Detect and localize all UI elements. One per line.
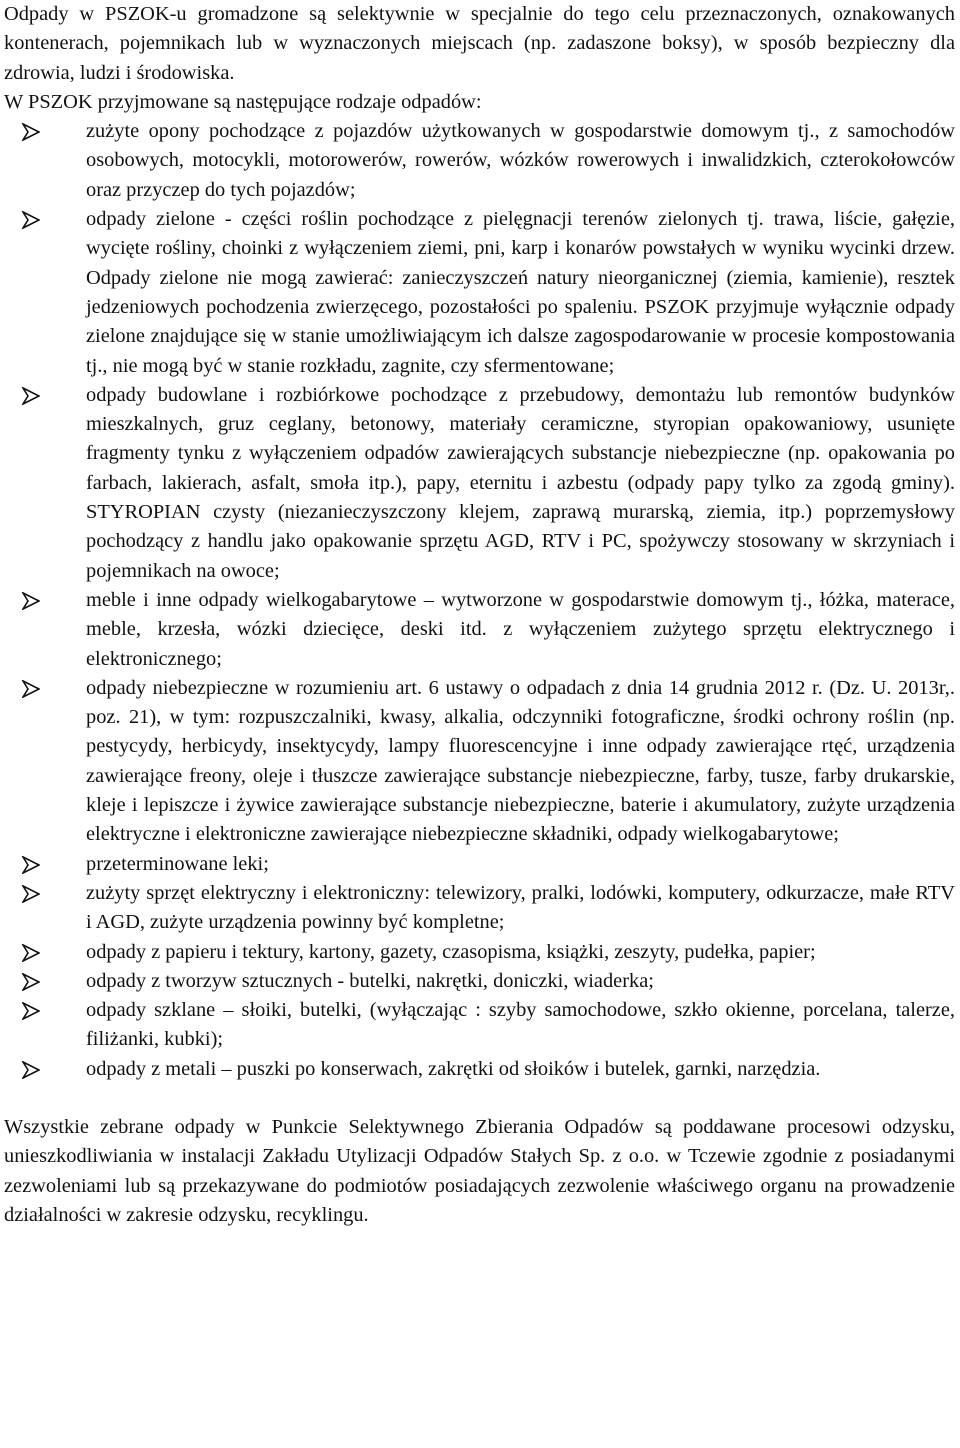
arrowhead-bullet-icon: [22, 680, 40, 698]
arrowhead-bullet-icon: [22, 885, 40, 903]
waste-types-list: [4, 117, 955, 1084]
arrowhead-bullet-icon: [22, 1061, 40, 1079]
intro-paragraph: Odpady w PSZOK-u gromadzone są selektywnie w specjalnie do tego celu przeznaczonych, oznakowanych kontenerach, pojemnikach lub w wyznaczonych miejscach (np. zadaszone boksy), w sposób bezpieczny dla zdrowia, ludzi i środowiska.: [4, 3, 955, 84]
list-item: [86, 586, 955, 674]
list-item-text: odpady budowlane i rozbiórkowe pochodzące z przebudowy, demontażu lub remontów budynków mieszkalnych, gruz ceglany, betonowy, materiały ceramiczne, styropian opakowaniowy, usunięte fragmenty tynku z wyłączeniem odpadów zawierających substancje niebezpieczne (np. opakowania po farbach, lakierach, asfalt, smoła itp.), papy, eternitu i azbestu (odpady papy tylko za zgodą gminy). STYROPIAN czysty (niezanieczyszczony klejem, zaprawą murarską, ziemia, itp.) poprzemysłowy pochodzący z handlu jako opakowanie sprzętu AGD, RTV i PC, spożywczy stosowany w skrzyniach i pojemnikach na owoce;: [86, 383, 955, 582]
list-item-text: odpady szklane – słoiki, butelki, (wyłączając : szyby samochodowe, szkło okienne, porcelana, talerze, filiżanki, kubki);: [86, 999, 955, 1051]
list-item: [86, 674, 955, 850]
paragraph-spacer: [4, 1084, 955, 1113]
arrowhead-bullet-icon: [22, 123, 40, 141]
arrowhead-bullet-icon: [22, 211, 40, 229]
list-item-text: zużyty sprzęt elektryczny i elektroniczny: telewizory, pralki, lodówki, komputery, odkurzacze, małe RTV i AGD, zużyte urządzenia powinny być kompletne;: [86, 881, 955, 934]
arrowhead-bullet-icon: [22, 1002, 40, 1020]
arrowhead-bullet-icon: [22, 973, 40, 991]
list-item: [86, 967, 955, 996]
list-item: [86, 117, 955, 205]
arrowhead-bullet-icon: [22, 592, 40, 610]
list-item-text: meble i inne odpady wielkogabarytowe – wytworzone w gospodarstwie domowym tj., łóżka, materace, meble, krzesła, wózki dziecięce, deski itd. z wyłączeniem zużytego sprzętu elektrycznego i elektronicznego;: [86, 588, 955, 670]
list-item-text: przeterminowane leki;: [86, 852, 269, 875]
list-item-text: odpady z tworzyw sztucznych - butelki, nakrętki, doniczki, wiaderka;: [86, 969, 654, 992]
list-item-text: odpady zielone - części roślin pochodzące z pielęgnacji terenów zielonych tj. trawa, liście, gałęzie, wycięte rośliny, choinki z wyłączeniem ziemi, pni, karp i konarów powstałych w wyniku wycinki drzew. Odpady zielone nie mogą zawierać: zanieczyszczeń natury nieorganicznej (ziemia, kamienie), resztek jedzeniowych pochodzenia zwierzęcego, pozostałości po spaleniu. PSZOK przyjmuje wyłącznie odpady zielone znajdujące się w stanie umożliwiającym ich dalsze zagospodarowanie w procesie kompostowania tj., nie mogą być w stanie rozkładu, zagnite, czy sfermentowane;: [86, 208, 955, 377]
list-item: [86, 850, 955, 879]
arrowhead-bullet-icon: [22, 944, 40, 962]
list-item: [86, 205, 955, 381]
arrowhead-bullet-icon: [22, 856, 40, 874]
list-item: [86, 938, 955, 967]
closing-paragraph: Wszystkie zebrane odpady w Punkcie Selektywnego Zbierania Odpadów są poddawane procesowi odzysku, unieszkodliwiania w instalacji Zakładu Utylizacji Odpadów Stałych Sp. z o.o. w Tczewie zgodnie z posiadanymi zezwoleniami lub są przekazywane do podmiotów posiadających zezwolenie właściwego organu na prowadzenie działalności w zakresie odzysku, recyklingu.: [4, 1115, 955, 1226]
list-item: [86, 381, 955, 586]
list-item-text: odpady niebezpieczne w rozumieniu art. 6 ustawy o odpadach z dnia 14 grudnia 2012 r. (Dz. U. 2013r,. poz. 21), w tym: rozpuszczalniki, kwasy, alkalia, odczynniki fotograficzne, środki ochrony roślin (np. pestycydy, herbicydy, insektycydy, lampy fluorescencyjne i inne odpady zawierające rtęć, urządzenia zawierające freony, oleje i tłuszcze zawierające substancje niebezpieczne, farby, tusze, farby drukarskie, kleje i lepiszcze i żywice zawierające substancje niebezpieczne, baterie i akumulatory, zużyte urządzenia elektryczne i elektroniczne zawierające niebezpieczne składniki, odpady wielkogabarytowe;: [86, 676, 955, 846]
document-page: [4, 0, 955, 1230]
list-item-text: zużyte opony pochodzące z pojazdów użytkowanych w gospodarstwie domowym tj., z samochodów osobowych, motocykli, motorowerów, rowerów, wózków rowerowych i inwalidzkich, czterokołowców oraz przyczep do tych pojazdów;: [86, 120, 955, 201]
list-item-text: odpady z papieru i tektury, kartony, gazety, czasopisma, książki, zeszyty, pudełka, papier;: [86, 940, 816, 963]
list-item: [86, 879, 955, 938]
list-item-text: odpady z metali – puszki po konserwach, zakrętki od słoików i butelek, garnki, narzędzia.: [86, 1057, 821, 1080]
list-item: [86, 996, 955, 1055]
list-item: [86, 1055, 955, 1084]
arrowhead-bullet-icon: [22, 387, 40, 405]
list-heading: W PSZOK przyjmowane są następujące rodzaje odpadów:: [4, 90, 482, 113]
